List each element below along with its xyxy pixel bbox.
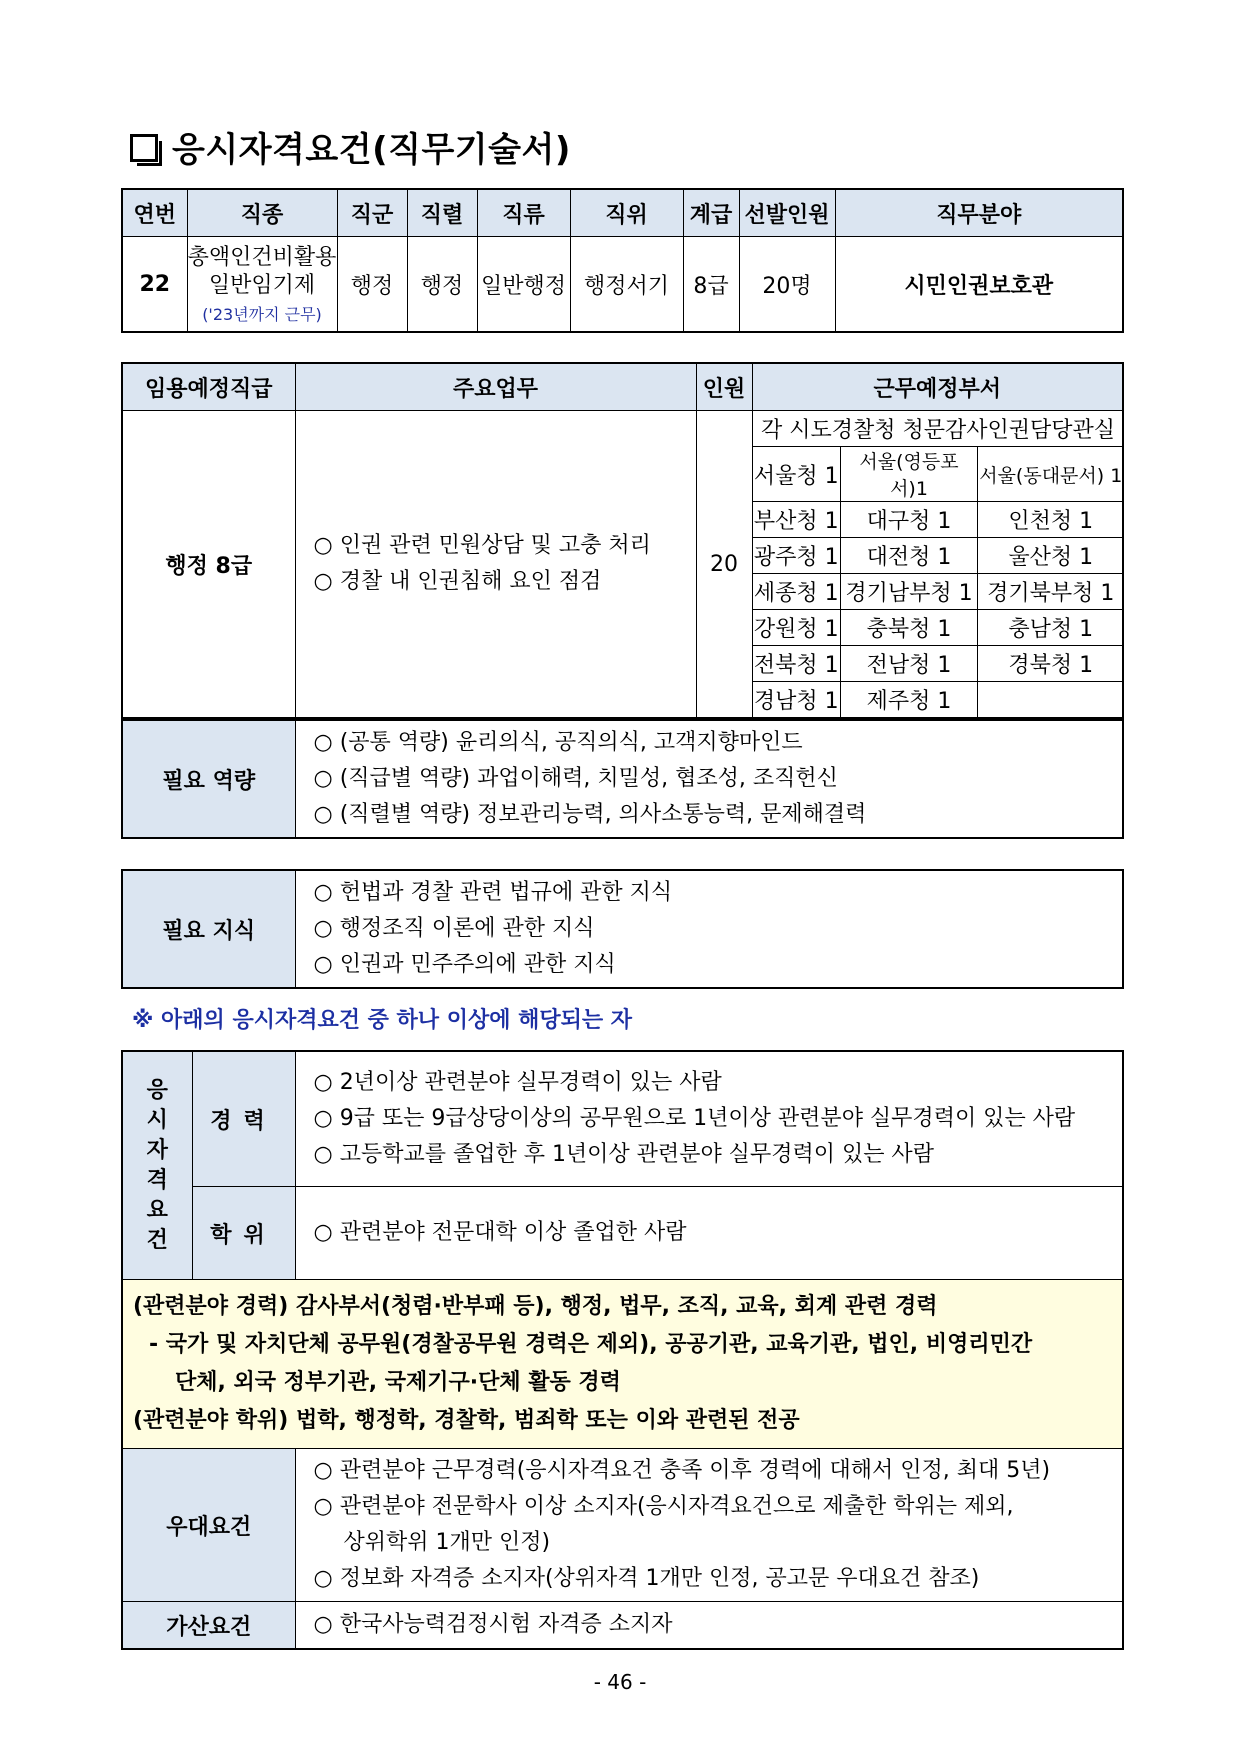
competency-item: ○ (직급별 역량) 과업이해력, 치밀성, 협조성, 조직헌신 [313,766,838,791]
assignment-table [121,362,1124,719]
department-cell: 인천청 1 [978,502,1124,538]
job-field: 시민인권보호관 [835,237,1123,333]
section-title [130,122,571,171]
department-cell: 대전청 1 [841,538,978,574]
department-cell: 경남청 1 [753,682,841,718]
competency-item: ○ (직렬별 역량) 정보관리능력, 의사소통능력, 문제해결력 [313,802,867,827]
departments-cell [752,411,1123,719]
field-note-line: - 국가 및 자치단체 공무원(경찰공무원 경력은 제외), 공공기관, 교육기관, 법인, 비영리민간 [149,1332,1033,1357]
department-cell: 세종청 1 [753,574,841,610]
competency-label: 필요 역량 [122,720,295,838]
departments-title: 각 시도경찰청 청문감사인권담당관실 [753,411,1124,447]
header-grade: 계급 [683,189,739,237]
experience-item: ○ 2년이상 관련분야 실무경력이 있는 사람 [313,1070,722,1095]
experience-item: ○ 고등학교를 졸업한 후 1년이상 관련분야 실무경력이 있는 사람 [313,1142,934,1167]
preference-item-continued: 상위학위 1개만 인정) [343,1530,551,1555]
preference-item: ○ 관련분야 전문학사 이상 소지자(응시자격요건으로 제출한 학위는 제외, [313,1494,1014,1519]
job-no: 22 [122,237,187,333]
field-note-line: (관련분야 학위) 법학, 행정학, 경찰학, 범죄학 또는 이와 관련된 전공 [133,1408,800,1433]
departments-grid [753,411,1124,717]
degree-label: 학위 [192,1187,295,1280]
vertical-char: 격 [146,1167,168,1193]
department-cell: 서울(영등포서)1 [841,447,978,502]
department-cell: 전북청 1 [753,646,841,682]
field-note-line: (관련분야 경력) 감사부서(청렴·반부패 등), 행정, 법무, 조직, 교육, 회계 관련 경력 [133,1294,938,1319]
knowledge-label: 필요 지식 [122,870,295,988]
job-series: 행정 [407,237,477,333]
appointment-grade: 행정 8급 [122,411,295,719]
department-cell: 제주청 1 [841,682,978,718]
job-type-cell [187,237,337,333]
field-note-line: 단체, 외국 정부기관, 국제기구·단체 활동 경력 [175,1370,621,1395]
checkbox-square-icon [130,134,158,162]
header-field: 직무분야 [835,189,1123,237]
department-cell: 광주청 1 [753,538,841,574]
section-title-text: 응시자격요건(직무기술서) [172,130,571,170]
bonus-label: 가산요건 [122,1602,295,1650]
page-number: - 46 - [593,1670,647,1694]
preference-item: ○ 정보화 자격증 소지자(상위자격 1개만 인정, 공고문 우대요건 참조) [313,1566,980,1591]
qualification-table [121,1050,1124,1650]
duty-item: ○ 인권 관련 민원상담 및 고충 처리 [313,533,651,558]
department-cell: 대구청 1 [841,502,978,538]
preference-label: 우대요건 [122,1449,295,1602]
related-field-note [122,1280,1123,1449]
job-type-line1: 총액인건비활용 [187,244,337,270]
job-group: 행정 [337,237,407,333]
department-cell: 강원청 1 [753,610,841,646]
department-cell [978,682,1124,718]
qualification-vertical-label [122,1051,192,1280]
header-job-type: 직종 [187,189,337,237]
department-cell: 경기북부청 1 [978,574,1124,610]
job-info-table [121,188,1124,333]
job-type-note: ('23년까지 근무) [202,304,322,324]
header-series: 직렬 [407,189,477,237]
department-cell: 울산청 1 [978,538,1124,574]
vertical-char: 요 [146,1197,168,1223]
duties-cell [295,411,696,719]
preference-item: ○ 관련분야 근무경력(응시자격요건 충족 이후 경력에 대해서 인정, 최대 5년) [313,1458,1051,1483]
header-departments: 근무예정부서 [752,363,1123,411]
degree-item: ○ 관련분야 전문대학 이상 졸업한 사람 [313,1220,687,1245]
department-cell: 전남청 1 [841,646,978,682]
bonus-item: ○ 한국사능력검정시험 자격증 소지자 [313,1612,673,1637]
department-cell: 부산청 1 [753,502,841,538]
vertical-char: 시 [146,1107,168,1133]
bonus-list [295,1602,1123,1650]
header-count: 선발인원 [739,189,835,237]
preference-list [295,1449,1123,1602]
header-main-duties: 주요업무 [295,363,696,411]
header-appointment-grade: 임용예정직급 [122,363,295,411]
experience-list [295,1051,1123,1187]
eligibility-notice: ※ 아래의 응시자격요건 중 하나 이상에 해당되는 자 [132,1008,633,1033]
competency-table [121,719,1124,839]
vertical-char: 자 [146,1137,168,1163]
job-position: 행정서기 [570,237,683,333]
experience-item: ○ 9급 또는 9급상당이상의 공무원으로 1년이상 관련분야 실무경력이 있는 사람 [313,1106,1076,1131]
experience-label: 경력 [192,1051,295,1187]
knowledge-item: ○ 인권과 민주주의에 관한 지식 [313,952,616,977]
duty-item: ○ 경찰 내 인권침해 요인 점검 [313,569,602,594]
knowledge-item: ○ 헌법과 경찰 관련 법규에 관한 지식 [313,880,673,905]
job-grade: 8급 [683,237,739,333]
header-position: 직위 [570,189,683,237]
department-cell: 서울(동대문서) 1 [978,447,1124,502]
job-count: 20명 [739,237,835,333]
header-group: 직군 [337,189,407,237]
competency-list [295,720,1123,838]
header-headcount: 인원 [696,363,752,411]
knowledge-item: ○ 행정조직 이론에 관한 지식 [313,916,595,941]
job-class: 일반행정 [477,237,570,333]
knowledge-table [121,869,1124,989]
job-type-line2: 일반임기제 [208,272,316,298]
vertical-char: 응 [146,1077,168,1103]
department-cell: 서울청 1 [753,447,841,502]
competency-item: ○ (공통 역량) 윤리의식, 공직의식, 고객지향마인드 [313,730,803,755]
department-cell: 경북청 1 [978,646,1124,682]
header-no: 연번 [122,189,187,237]
department-cell: 충남청 1 [978,610,1124,646]
header-class: 직류 [477,189,570,237]
knowledge-list [295,870,1123,988]
degree-list [295,1187,1123,1280]
vertical-char: 건 [146,1227,168,1253]
department-cell: 경기남부청 1 [841,574,978,610]
headcount: 20 [696,411,752,719]
department-cell: 충북청 1 [841,610,978,646]
